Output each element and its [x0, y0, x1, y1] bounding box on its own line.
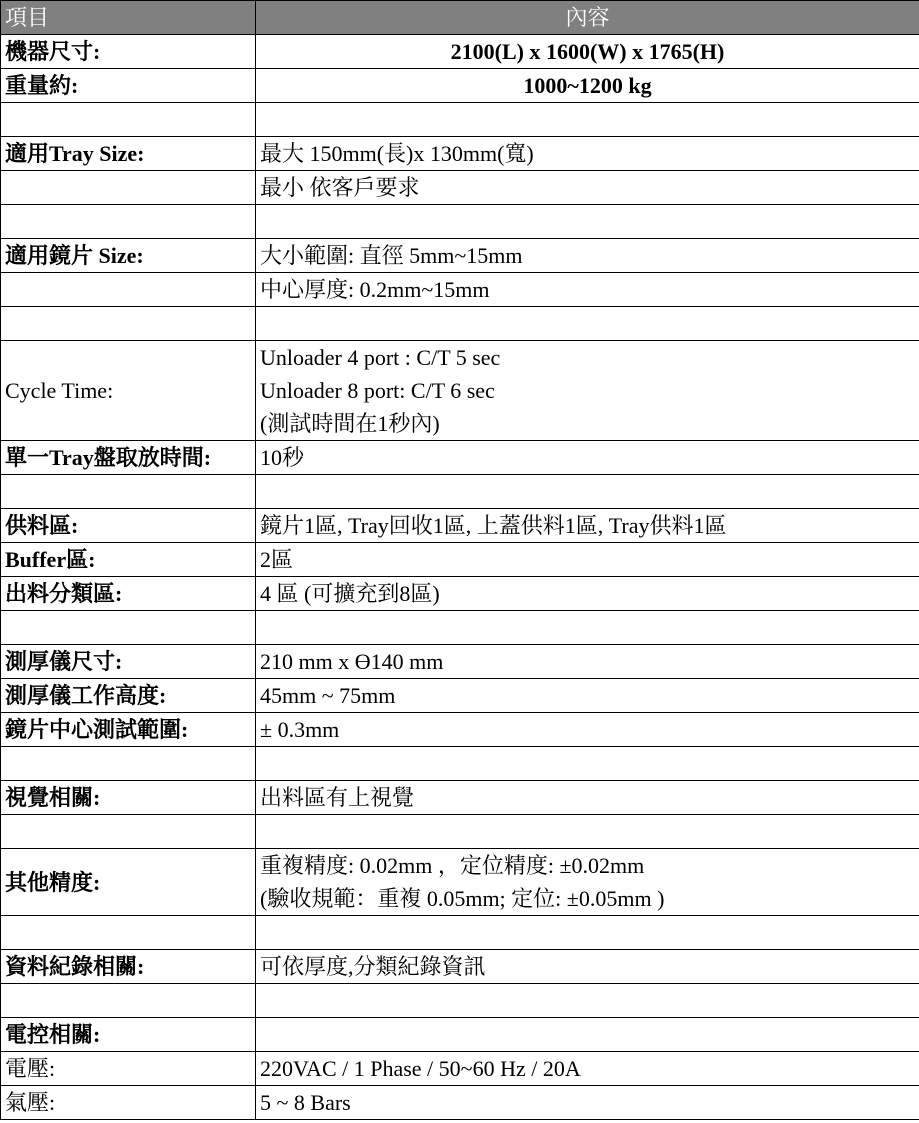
- buffer-value: 2區: [256, 543, 919, 577]
- table-row: [1, 441, 919, 475]
- table-row: [1, 69, 919, 103]
- buffer-label: Buffer區:: [1, 543, 256, 577]
- table-row: [1, 577, 919, 611]
- tray-min: 最小 依客戶要求: [256, 171, 919, 205]
- precision-line-1: 重複精度: 0.02mm ，定位精度: ±0.02mm: [260, 853, 645, 878]
- center-range-label: 鏡片中心測試範圍:: [1, 713, 256, 747]
- cycle-value: [256, 341, 919, 441]
- empty-row: [1, 815, 919, 849]
- single-tray-label: 單一Tray盤取放時間:: [1, 441, 256, 475]
- lens-range: 大小範圍: 直徑 5mm~15mm: [256, 239, 919, 273]
- empty-row: [1, 475, 919, 509]
- table-row: [1, 1018, 919, 1052]
- table-row: [1, 781, 919, 815]
- feed-value: 鏡片1區, Tray回收1區, 上蓋供料1區, Tray供料1區: [256, 509, 919, 543]
- cycle-line-3: (測試時間在1秒內): [260, 411, 440, 436]
- precision-line-2: (驗收規範：重複 0.05mm; 定位: ±0.05mm ): [260, 886, 665, 911]
- weight-label: 重量約:: [1, 69, 256, 103]
- table-row: [1, 950, 919, 984]
- table-row: [1, 1086, 919, 1120]
- cycle-line-2: Unloader 8 port: C/T 6 sec: [260, 378, 495, 403]
- gauge-size-value: 210 mm x ϴ140 mm: [256, 645, 919, 679]
- precision-value: [256, 849, 919, 916]
- size-value: 2100(L) x 1600(W) x 1765(H): [256, 35, 919, 69]
- empty-row: [1, 747, 919, 781]
- output-label: 出料分類區:: [1, 577, 256, 611]
- electric-label: 電控相關:: [1, 1018, 256, 1052]
- table-row: [1, 509, 919, 543]
- record-value: 可依厚度,分類紀錄資訊: [256, 950, 919, 984]
- table-row: [1, 645, 919, 679]
- weight-value: 1000~1200 kg: [256, 69, 919, 103]
- empty-row: [1, 916, 919, 950]
- table-row: [1, 137, 919, 171]
- size-label: 機器尺寸:: [1, 35, 256, 69]
- voltage-label: 電壓:: [1, 1052, 256, 1086]
- empty-row: [1, 611, 919, 645]
- vision-value: 出料區有上視覺: [256, 781, 919, 815]
- vision-label: 視覺相關:: [1, 781, 256, 815]
- header-row: [1, 1, 919, 35]
- feed-label: 供料區:: [1, 509, 256, 543]
- table-row: [1, 341, 919, 441]
- empty-row: [1, 103, 919, 137]
- table-row: [1, 679, 919, 713]
- item-header: 項目: [1, 1, 256, 35]
- empty-row: [1, 307, 919, 341]
- empty-row: [1, 205, 919, 239]
- table-row: [1, 171, 919, 205]
- content-header: 內容: [256, 1, 919, 35]
- gauge-height-value: 45mm ~ 75mm: [256, 679, 919, 713]
- gauge-size-label: 測厚儀尺寸:: [1, 645, 256, 679]
- cycle-label: Cycle Time:: [1, 341, 256, 441]
- lens-thickness: 中心厚度: 0.2mm~15mm: [256, 273, 919, 307]
- gauge-height-label: 測厚儀工作高度:: [1, 679, 256, 713]
- lens-label: 適用鏡片 Size:: [1, 239, 256, 273]
- record-label: 資料紀錄相關:: [1, 950, 256, 984]
- tray-label: 適用Tray Size:: [1, 137, 256, 171]
- tray-max: 最大 150mm(長)x 130mm(寬): [256, 137, 919, 171]
- table-row: [1, 239, 919, 273]
- table-row: [1, 273, 919, 307]
- table-row: [1, 35, 919, 69]
- cycle-line-1: Unloader 4 port : C/T 5 sec: [260, 345, 501, 370]
- voltage-value: 220VAC / 1 Phase / 50~60 Hz / 20A: [256, 1052, 919, 1086]
- table-row: [1, 849, 919, 916]
- air-label: 氣壓:: [1, 1086, 256, 1120]
- table-row: [1, 1052, 919, 1086]
- table-row: [1, 543, 919, 577]
- single-tray-value: 10秒: [256, 441, 919, 475]
- output-value: 4 區 (可擴充到8區): [256, 577, 919, 611]
- air-value: 5 ~ 8 Bars: [256, 1086, 919, 1120]
- table-row: [1, 713, 919, 747]
- precision-label: 其他精度:: [1, 849, 256, 916]
- center-range-value: ± 0.3mm: [256, 713, 919, 747]
- empty-row: [1, 984, 919, 1018]
